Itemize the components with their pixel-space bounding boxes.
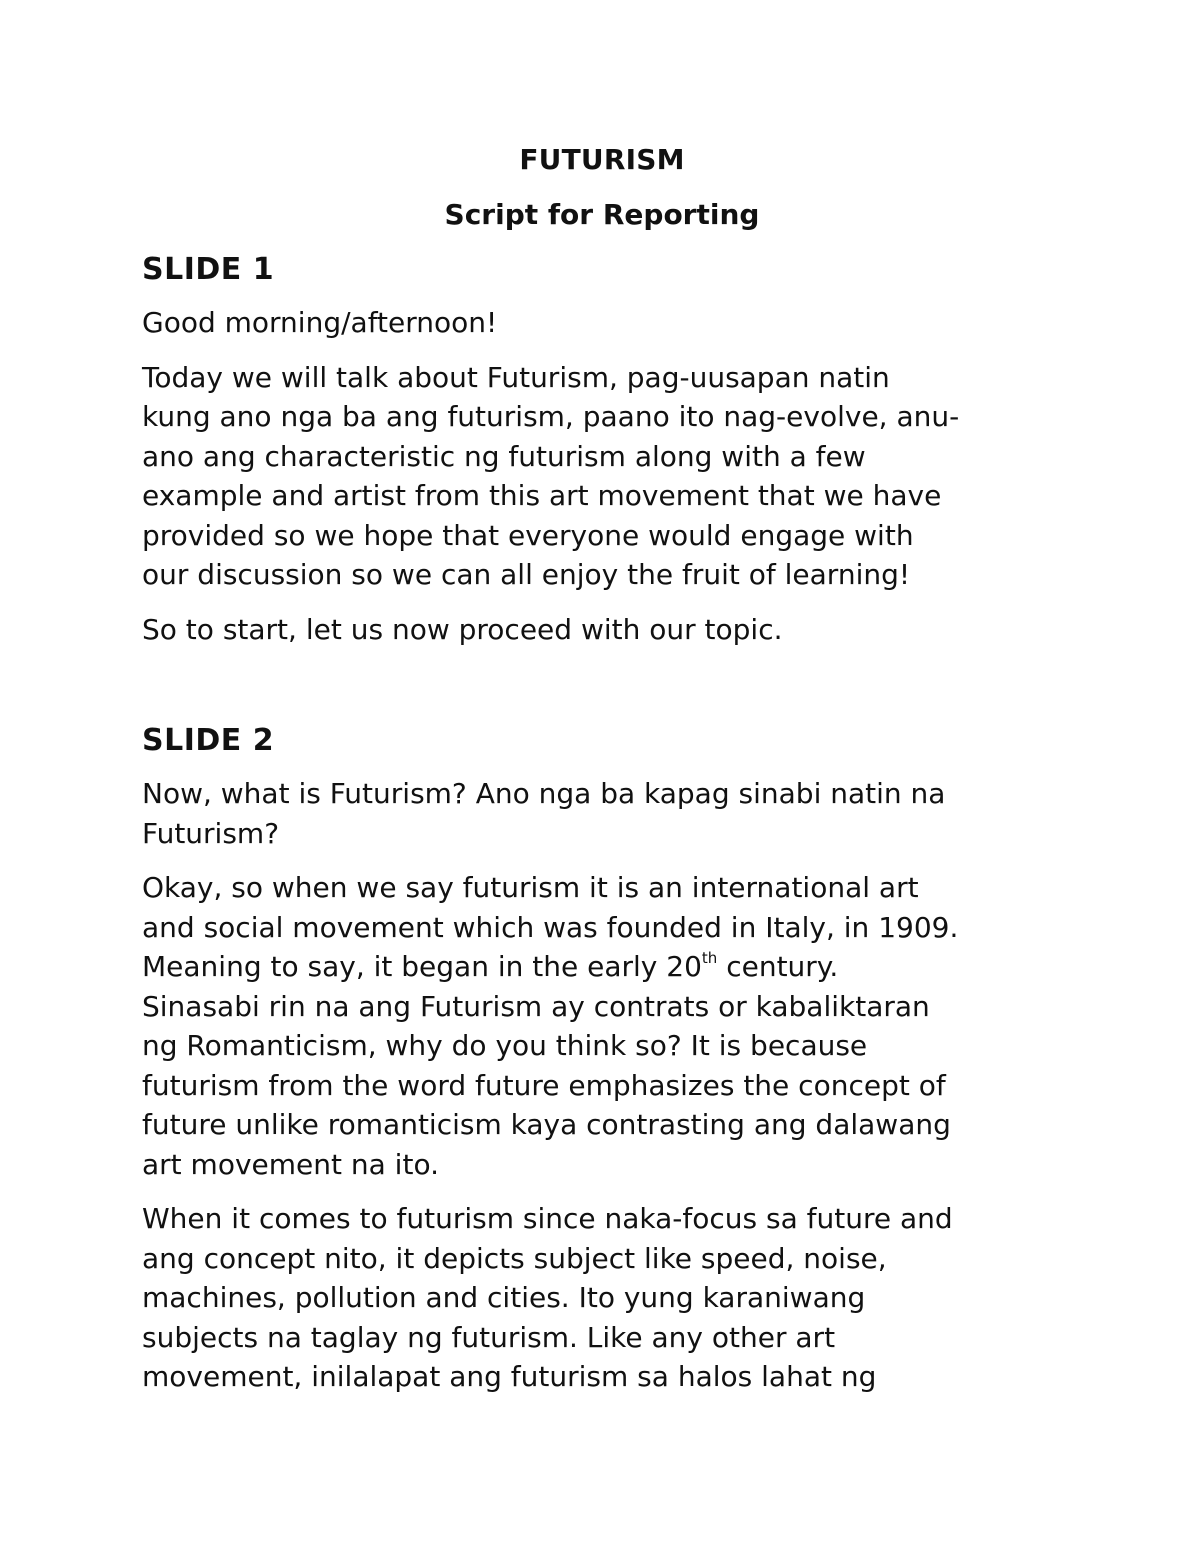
definition-line: ng Romanticism, why do you think so? It is because [142,1029,868,1062]
document-subtitle: Script for Reporting [444,198,760,231]
definition-paragraph [142,868,1062,1184]
definition-line: future unlike romanticism kaya contrasting ang dalawang [142,1108,951,1141]
intro-line: ano ang characteristic ng futurism along with a few [142,439,866,473]
intro-line: our discussion so we can all enjoy the fruit of learning! [142,558,911,591]
ordinal-superscript: th [701,948,718,967]
subjects-line: subjects na taglay ng futurism. Like any other art [142,1320,836,1354]
definition-line: art movement na ito. [142,1147,439,1181]
closing-paragraph [142,610,1062,650]
intro-line: provided so we hope that everyone would engage with [142,518,914,552]
intro-line: Today we will talk about Futurism, pag-uusapan natin [142,360,890,394]
section-spacer [142,664,1062,719]
intro-line: example and artist from this art movement that we have [142,479,942,512]
definition-line: and social movement which was founded in Italy, in 1909. [142,910,959,944]
question-line: Now, what is Futurism? Ano nga ba kapag sinabi natin na [142,777,946,810]
greeting-paragraph [142,303,1062,343]
intro-paragraph [142,358,1062,595]
closing-line: So to start, let us now proceed with our topic. [142,612,783,646]
greeting-line: Good morning/afternoon! [142,306,498,339]
subjects-line: When it comes to futurism since naka-focus sa future and [142,1202,953,1235]
slide-2-heading: SLIDE 2 [142,723,275,758]
intro-line: kung ano nga ba ang futurism, paano ito nag-evolve, anu- [142,400,960,433]
question-paragraph [142,774,1062,853]
century-text: Meaning to say, it began in the early 20 [142,950,702,983]
subjects-line: machines, pollution and cities. Ito yung karaniwang [142,1281,866,1314]
century-suffix: century. [717,950,839,983]
definition-line-century [142,947,1062,987]
document-page [142,138,1062,1412]
slide-1-heading: SLIDE 1 [142,252,275,287]
subjects-line: ang concept nito, it depicts subject like speed, noise, [142,1241,887,1275]
definition-line: Okay, so when we say futurism it is an international art [142,871,919,904]
definition-line: Sinasabi rin na ang Futurism ay contrats or kabaliktaran [142,989,930,1023]
subjects-paragraph [142,1199,1062,1397]
document-title: FUTURISM [519,143,685,176]
question-line: Futurism? [142,816,280,850]
subjects-line: movement, inilalapat ang futurism sa halos lahat ng [142,1360,877,1393]
definition-line: futurism from the word future emphasizes the concept of [142,1068,946,1102]
